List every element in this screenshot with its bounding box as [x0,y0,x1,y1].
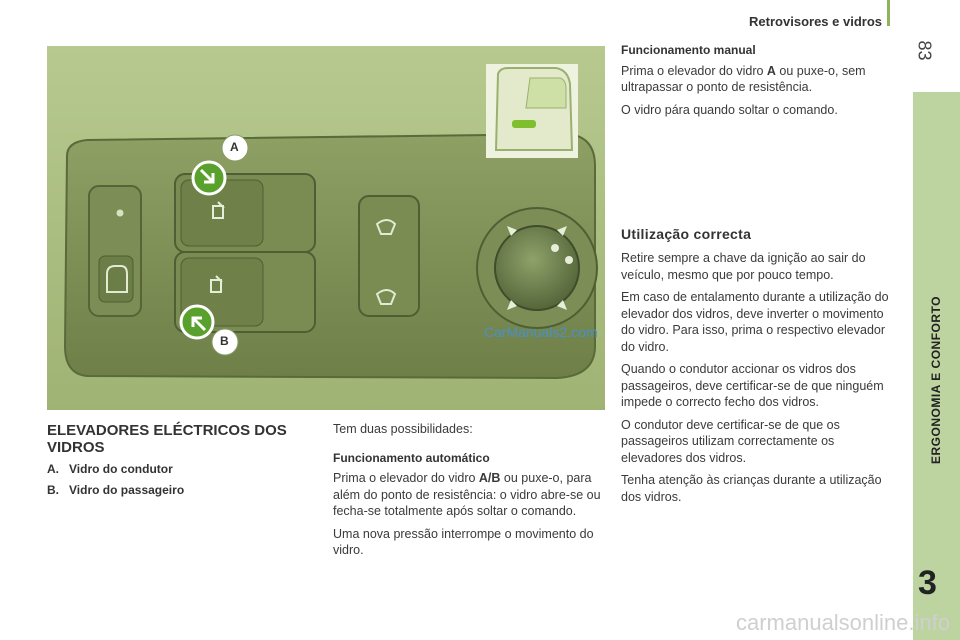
auto-mode-paragraph [333,470,605,520]
correct-use-paragraph: O condutor deve certificar-se de que os passageiros utilizam correctamente os elevadores dos vidros. [621,417,840,465]
correct-use-paragraph: Retire sempre a chave da ignição ao sair do veículo, mesmo que por pouco tempo. [621,251,866,282]
manual-mode-block [621,42,893,124]
door-inset-drawing [486,64,578,158]
legend-key: B. [47,483,59,497]
legend-text: Vidro do condutor [69,462,173,476]
text-run-bold: A [766,63,776,78]
text-run: Prima o elevador do vidro [333,471,479,485]
page-number: 83 [914,40,935,61]
footer-watermark: carmanualsonline.info [735,610,950,635]
auto-mode-note: Uma nova pressão interrompe o movimento do vidro. [333,526,594,557]
legend-text: Vidro do passageiro [69,483,185,497]
intro-text: Tem duas possibilidades: [333,422,473,436]
door-location-inset [486,64,578,158]
section-title: ELEVADORES ELÉCTRICOS DOS VIDROS [47,422,287,456]
chapter-number: 3 [918,564,937,602]
callout-label-a: A [230,140,239,154]
legend-key: A. [47,462,59,476]
text-run: ou puxe-o, sem ultrapassar o ponto de resistência. [621,63,866,94]
correct-use-paragraph: Tenha atenção às crianças durante a utilização dos vidros. [621,473,882,504]
watermark-text: CarManuals2.com [484,324,598,340]
manual-mode-title: Funcionamento manual [621,43,756,57]
correct-use-paragraph: Em caso de entalamento durante a utilização do elevador dos vidros, deve inverter o movimento do vidro. Para isso, prima o respectivo elevador do vidro. [621,290,889,354]
correct-use-paragraph: Quando o condutor accionar os vidros dos passageiros, deve certificar-se de que ninguém impede o correcto fecho dos vidros. [621,362,884,409]
middle-column [333,421,605,565]
correct-use-title: Utilização correcta [621,226,752,242]
legend-item-b [47,483,184,497]
legend-item-a [47,462,173,476]
text-run: Prima o elevador do vidro [621,63,767,78]
correct-use-block [621,250,893,511]
section-header-title: Retrovisores e vidros [749,14,882,29]
text-run: ou puxe-o, para além do ponto de resistência: o vidro abre-se ou fecha-se totalmente após soltar o comando. [333,471,601,518]
auto-mode-title: Funcionamento automático [333,450,490,465]
manual-mode-paragraph [621,63,893,96]
chapter-tab-label: ERGONOMIA E CONFORTO [929,295,943,465]
header-divider [887,0,890,26]
manual-mode-note: O vidro pára quando soltar o comando. [621,102,838,117]
text-run-bold: A/B [478,471,501,485]
callout-label-b: B [220,334,229,348]
